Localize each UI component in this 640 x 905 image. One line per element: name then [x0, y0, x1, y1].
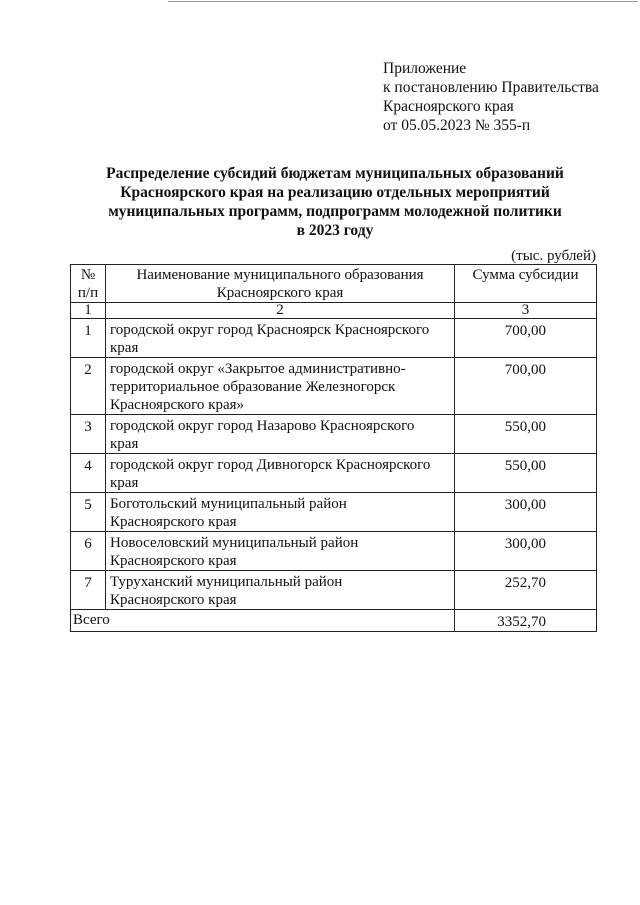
- appendix-line: к постановлению Правительства: [383, 79, 599, 96]
- row-name-line: городской округ город Назарово Красноярского: [110, 418, 415, 434]
- subsidy-table: [70, 264, 597, 632]
- table-index-row: [71, 303, 597, 319]
- row-sum: 252,70: [455, 571, 597, 610]
- row-name-line: края: [110, 436, 139, 452]
- title-line: муниципальных программ, подпрограмм молодежной политики: [108, 203, 562, 220]
- row-name: [106, 415, 455, 454]
- row-sum: 700,00: [455, 319, 597, 358]
- row-name-line: Новоселовский муниципальный район: [110, 535, 359, 551]
- header-sum: Сумма субсидии: [455, 265, 597, 303]
- row-sum: 550,00: [455, 415, 597, 454]
- scan-edge-line: [168, 1, 638, 2]
- title-line: Распределение субсидий бюджетам муниципальных образований: [106, 165, 564, 182]
- table-row: [71, 454, 597, 493]
- row-num: 1: [71, 319, 106, 358]
- appendix-line: Приложение: [383, 60, 467, 77]
- appendix-line: Красноярского края: [383, 98, 514, 115]
- row-sum: 300,00: [455, 532, 597, 571]
- header-num-line: п/п: [77, 285, 99, 301]
- row-name: [106, 319, 455, 358]
- table-row: [71, 532, 597, 571]
- row-name: [106, 532, 455, 571]
- row-name-line: Красноярского края: [110, 553, 237, 569]
- title-line: в 2023 году: [296, 222, 374, 239]
- row-sum: 550,00: [455, 454, 597, 493]
- header-name-line: Красноярского края: [216, 285, 344, 301]
- appendix-header: [383, 59, 599, 135]
- total-label: Всего: [71, 610, 455, 632]
- row-name-line: городской округ «Закрытое административно-: [110, 361, 406, 377]
- row-name-line: Красноярского края: [110, 514, 237, 530]
- document-title: [60, 164, 610, 240]
- row-name-line: края: [110, 340, 139, 356]
- title-line: Красноярского края на реализацию отдельных мероприятий: [120, 184, 550, 201]
- row-sum: 700,00: [455, 358, 597, 415]
- index-cell: 2: [106, 303, 455, 319]
- table-total-row: [71, 610, 597, 632]
- row-name-line: городской округ город Красноярск Красноярского: [110, 322, 430, 338]
- row-sum: 300,00: [455, 493, 597, 532]
- table-row: [71, 571, 597, 610]
- row-num: 6: [71, 532, 106, 571]
- table-row: [71, 415, 597, 454]
- row-num: 3: [71, 415, 106, 454]
- row-name-line: края: [110, 475, 139, 491]
- header-num: [71, 265, 106, 303]
- header-name-line: Наименование муниципального образования: [136, 267, 424, 283]
- row-name: [106, 493, 455, 532]
- row-name: [106, 454, 455, 493]
- row-name-line: Красноярского края: [110, 592, 237, 608]
- row-num: 2: [71, 358, 106, 415]
- row-name: [106, 571, 455, 610]
- row-num: 4: [71, 454, 106, 493]
- row-name-line: территориальное образование Железногорск: [110, 379, 396, 395]
- table-header-row: [71, 265, 597, 303]
- total-sum: 3352,70: [455, 610, 597, 632]
- appendix-line: от 05.05.2023 № 355-п: [383, 117, 531, 134]
- row-name-line: Боготольский муниципальный район: [110, 496, 347, 512]
- index-cell: 3: [455, 303, 597, 319]
- row-name-line: Красноярского края»: [110, 397, 245, 413]
- index-cell: 1: [71, 303, 106, 319]
- table-row: [71, 319, 597, 358]
- table-row: [71, 358, 597, 415]
- row-name-line: Туруханский муниципальный район: [110, 574, 343, 590]
- header-name: [106, 265, 455, 303]
- units-label: (тыс. рублей): [511, 248, 596, 264]
- row-name-line: городской округ город Дивногорск Красноярского: [110, 457, 431, 473]
- header-num-line: №: [80, 267, 96, 283]
- row-name: [106, 358, 455, 415]
- row-num: 7: [71, 571, 106, 610]
- row-num: 5: [71, 493, 106, 532]
- table-row: [71, 493, 597, 532]
